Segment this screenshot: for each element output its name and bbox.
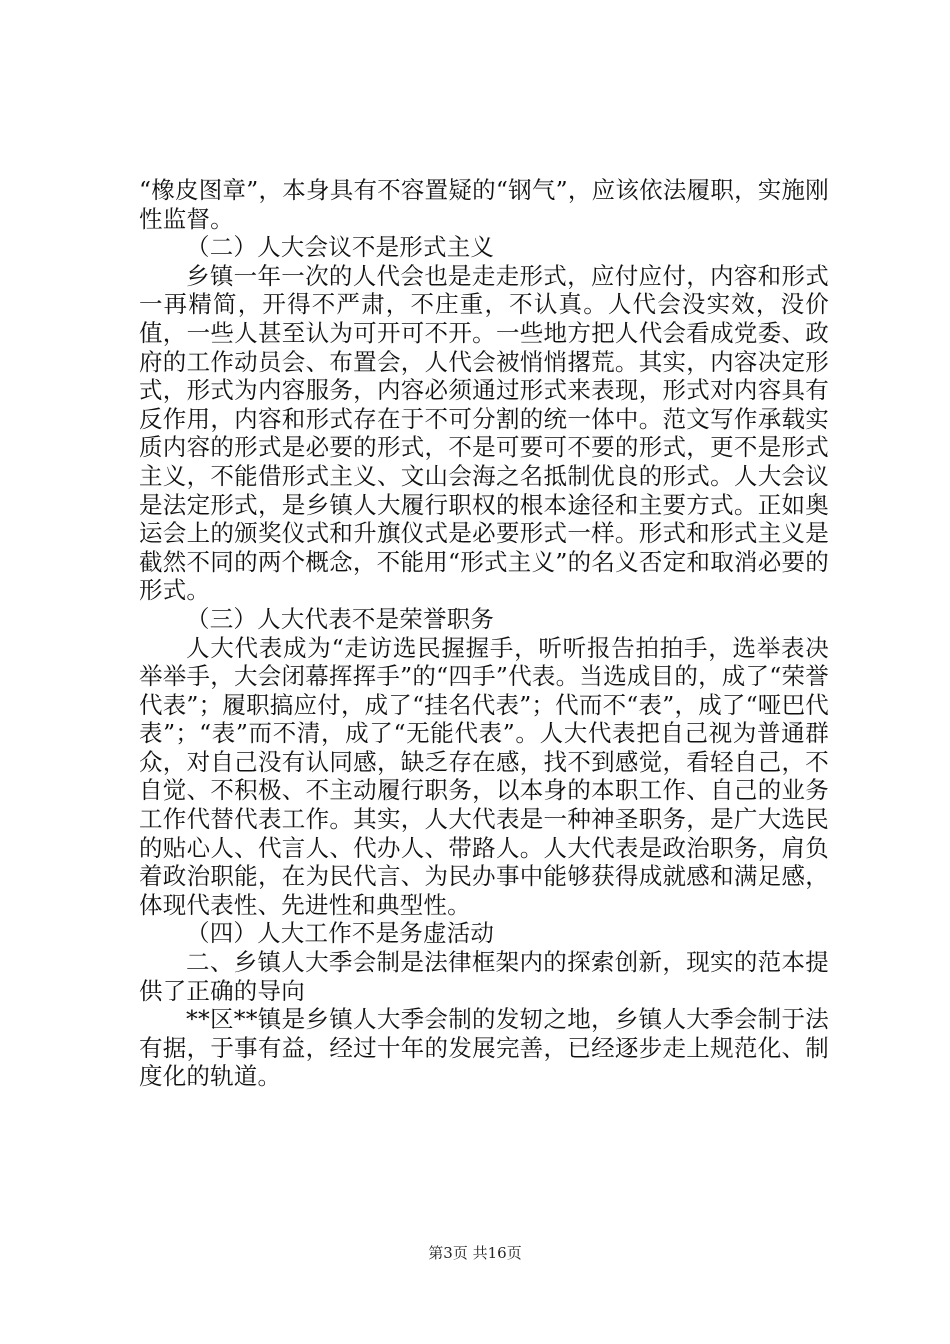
section-heading-part-two: 二、乡镇人大季会制是法律框架内的探索创新，现实的范本提供了正确的导向 xyxy=(139,948,829,1005)
paragraph-meeting-formality: 乡镇一年一次的人代会也是走走形式，应付应付，内容和形式一再精简，开得不严肃，不庄重，不认真。人代会没实效，没价值，一些人甚至认为可开可不开。一些地方把人代会看成党委、政府的工作动员会、布置会，人代会被悄悄撂荒。其实，内容决定形式，形式为内容服务，内容必须通过形式来表现，形式对内容具有反作用，内容和形式存在于不可分割的统一体中。范文写作承载实质内容的形式是必要的形式，不是可要可不要的形式，更不是形式主义，不能借形式主义、文山会海之名抵制优良的形式。人大会议是法定形式，是乡镇人大履行职权的根本途径和主要方式。正如奥运会上的颁奖仪式和升旗仪式是必要形式一样。形式和形式主义是截然不同的两个概念，不能用“形式主义”的名义否定和取消必要的形式。 xyxy=(139,261,829,605)
section-heading-2: （二）人大会议不是形式主义 xyxy=(186,233,495,262)
page-number-footer: 第3页 共16页 xyxy=(428,1244,522,1262)
paragraph-quarterly-meeting: **区**镇是乡镇人大季会制的发轫之地，乡镇人大季会制于法有据，于事有益，经过十年的发展完善，已经逐步走上规范化、制度化的轨道。 xyxy=(139,1005,829,1091)
section-heading-4: （四）人大工作不是务虚活动 xyxy=(186,919,495,948)
section-heading-3: （三）人大代表不是荣誉职务 xyxy=(186,604,495,633)
paragraph-continuation: “橡皮图章”，本身具有不容置疑的“钢气”，应该依法履职，实施刚性监督。 xyxy=(139,176,829,233)
paragraph-deputy-role: 人大代表成为“走访选民握握手，听听报告拍拍手，选举表决举举手，大会闭幕挥挥手”的“四手”代表。当选成目的，成了“荣誉代表”；履职搞应付，成了“挂名代表”；代而不“表”，成了“哑巴代表”；“表”而不清，成了“无能代表”。人大代表把自己视为普通群众，对自己没有认同感，缺乏存在感，找不到感觉，看轻自己，不自觉、不积极、不主动履行职务，以本身的本职工作、自己的业务工作代替代表工作。其实，人大代表是一种神圣职务，是广大选民的贴心人、代言人、代办人、带路人。人大代表是政治职务，肩负着政治职能，在为民代言、为民办事中能够获得成就感和满足感，体现代表性、先进性和典型性。 xyxy=(139,633,829,919)
document-body xyxy=(139,176,829,1091)
